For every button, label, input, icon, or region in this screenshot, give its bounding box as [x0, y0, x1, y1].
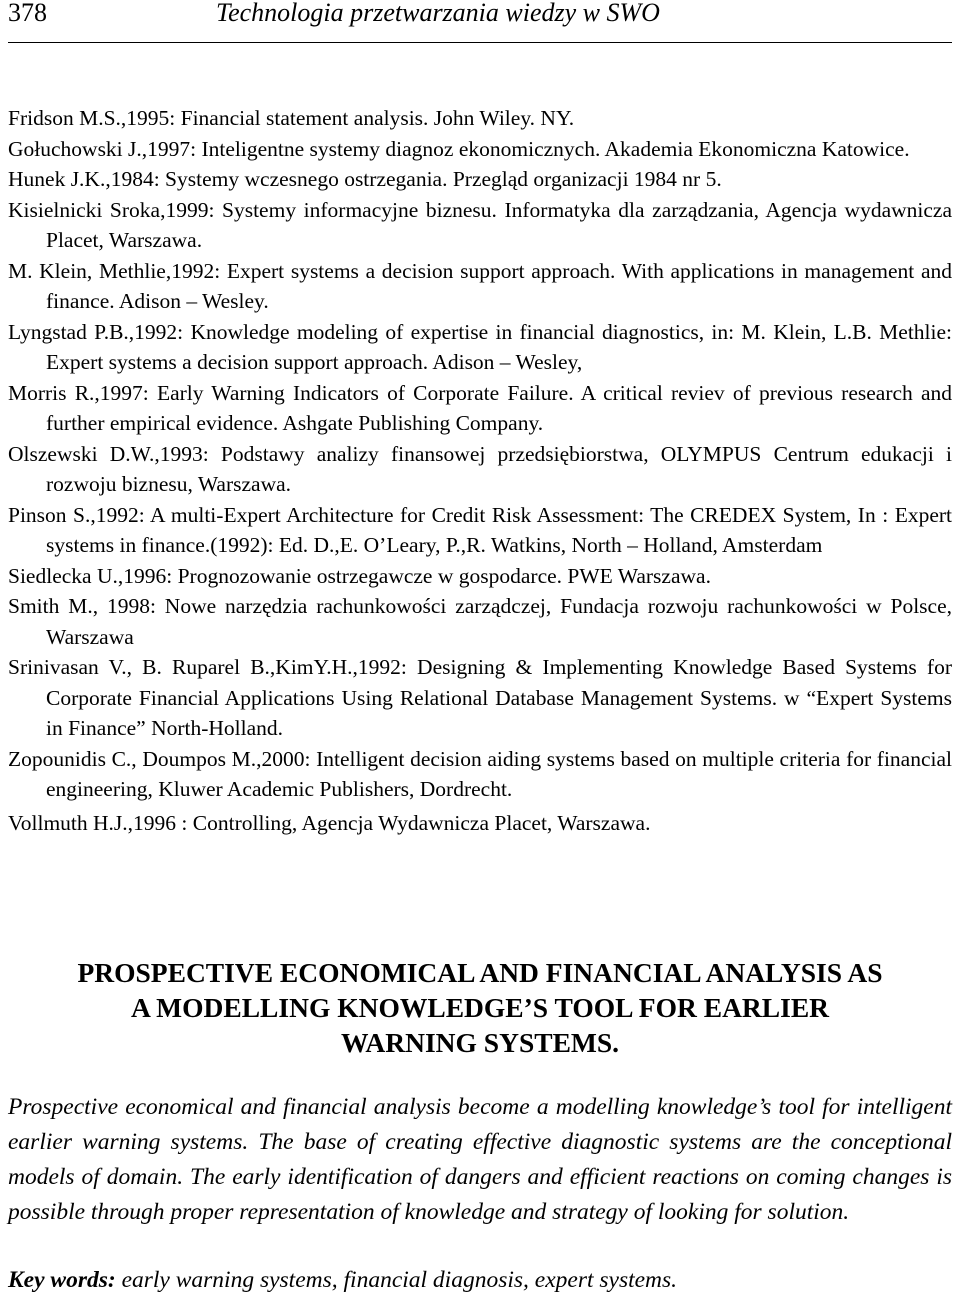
reference-item: Pinson S.,1992: A multi-Expert Architecture for Credit Risk Assessment: The CREDEX System, In : Expert systems in finance.(1992): Ed. D.,E. O’Leary, P.,R. Watkins, North – Holland, Amsterdam	[8, 502, 952, 557]
reference-item: Srinivasan V., B. Ruparel B.,KimY.H.,1992: Designing & Implementing Knowledge Based Systems for Corporate Financial Applications Using Relational Database Management Systems. w “Expert Systems in Finance” North-Holland.	[8, 655, 952, 740]
running-title: Technologia przetwarzania wiedzy w SWO	[216, 0, 660, 27]
reference-item: Lyngstad P.B.,1992: Knowledge modeling of expertise in financial diagnostics, in: M. Klein, L.B. Methlie: Expert systems a decision support approach. Adison – Wesley,	[8, 319, 952, 374]
reference-item: Zopounidis C., Doumpos M.,2000: Intelligent decision aiding systems based on multiple criteria for financial engineering, Kluwer Academic Publishers, Dordrecht.	[8, 746, 952, 801]
reference-item: Kisielnicki Sroka,1999: Systemy informacyjne biznesu. Informatyka dla zarządzania, Agencja wydawnicza Placet, Warszawa.	[8, 197, 952, 252]
keywords-text: early warning systems, financial diagnosis, expert systems.	[115, 1267, 678, 1293]
article-title-line: PROSPECTIVE ECONOMICAL AND FINANCIAL ANALYSIS AS	[77, 957, 883, 988]
reference-item: Morris R.,1997: Early Warning Indicators of Corporate Failure. A critical reviev of previous research and further empirical evidence. Ashgate Publishing Company.	[8, 380, 952, 435]
keywords	[8, 1263, 952, 1298]
article-title-line: WARNING SYSTEMS.	[340, 1027, 620, 1058]
article-title	[8, 955, 952, 1060]
page-header	[8, 0, 952, 43]
reference-item: Olszewski D.W.,1993: Podstawy analizy finansowej przedsiębiorstwa, OLYMPUS Centrum edukacji i rozwoju biznesu, Warszawa.	[8, 441, 952, 496]
keywords-label: Key words:	[8, 1267, 116, 1293]
page-number: 378	[8, 0, 47, 27]
reference-item: Siedlecka U.,1996: Prognozowanie ostrzegawcze w gospodarce. PWE Warszawa.	[8, 563, 711, 588]
reference-item: Vollmuth H.J.,1996 : Controlling, Agencja Wydawnicza Placet, Warszawa.	[8, 810, 651, 835]
reference-item: M. Klein, Methlie,1992: Expert systems a decision support approach. With applications in management and finance. Adison – Wesley.	[8, 258, 952, 313]
reference-item: Fridson M.S.,1995: Financial statement analysis. John Wiley. NY.	[8, 106, 575, 130]
reference-item: Hunek J.K.,1984: Systemy wczesnego ostrzegania. Przegląd organizacji 1984 nr 5.	[8, 167, 722, 191]
reference-item: Gołuchowski J.,1997: Inteligentne systemy diagnoz ekonomicznych. Akademia Ekonomiczna Katowice.	[8, 136, 910, 161]
reference-item: Smith M., 1998: Nowe narzędzia rachunkowości zarządczej, Fundacja rozwoju rachunkowości w Polsce, Warszawa	[8, 594, 952, 649]
reference-list	[8, 103, 952, 838]
article-title-line: A MODELLING KNOWLEDGE’S TOOL FOR EARLIER	[130, 992, 830, 1023]
abstract: Prospective economical and financial analysis become a modelling knowledge’s tool for intelligent earlier warning systems. The base of creating effective diagnostic systems are the conceptional models of domain. The early identification of dangers and efficient reactions on coming changes is possible through proper representation of knowledge and strategy of looking for solution.	[8, 1094, 952, 1225]
